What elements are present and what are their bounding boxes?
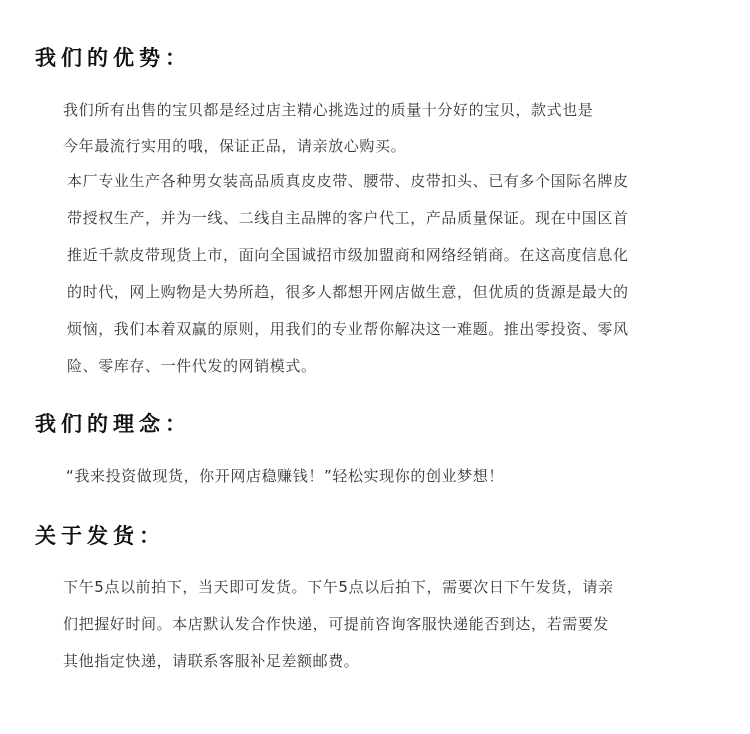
shipping-policy-line: 们把握好时间。本店默认发合作快递，可提前咨询客服快递能否到达，若需要发 [63,615,610,633]
section-heading-advantages: 我们的优势： [35,46,191,70]
factory-description-line: 本厂专业生产各种男女装高品质真皮皮带、腰带、皮带扣头、已有多个国际名牌皮 [67,172,629,190]
advantages-intro-line: 我们所有出售的宝贝都是经过店主精心挑选过的质量十分好的宝贝，款式也是 [63,101,594,119]
factory-description-line: 险、零库存、一件代发的网销模式。 [67,357,317,375]
section-heading-philosophy: 我们的理念： [35,412,191,436]
section-heading-shipping: 关于发货： [35,524,165,548]
philosophy-slogan-line: “我来投资做现货，你开网店稳赚钱！”轻松实现你的创业梦想！ [66,467,504,485]
shipping-policy-line: 下午5点以前拍下，当天即可发货。下午5点以后拍下，需要次日下午发货，请亲 [63,578,614,596]
factory-description-line: 推近千款皮带现货上市，面向全国诚招市级加盟商和网络经销商。在这高度信息化 [67,246,629,264]
factory-description-line: 烦恼，我们本着双赢的原则，用我们的专业帮你解决这一难题。推出零投资、零风 [67,320,629,338]
factory-description-line: 带授权生产，并为一线、二线自主品牌的客户代工，产品质量保证。现在中国区首 [67,209,629,227]
shipping-policy-line: 其他指定快递，请联系客服补足差额邮费。 [63,652,360,670]
advantages-intro-line: 今年最流行实用的哦，保证正品，请亲放心购买。 [63,137,407,155]
factory-description-line: 的时代，网上购物是大势所趋，很多人都想开网店做生意，但优质的货源是最大的 [67,283,629,301]
